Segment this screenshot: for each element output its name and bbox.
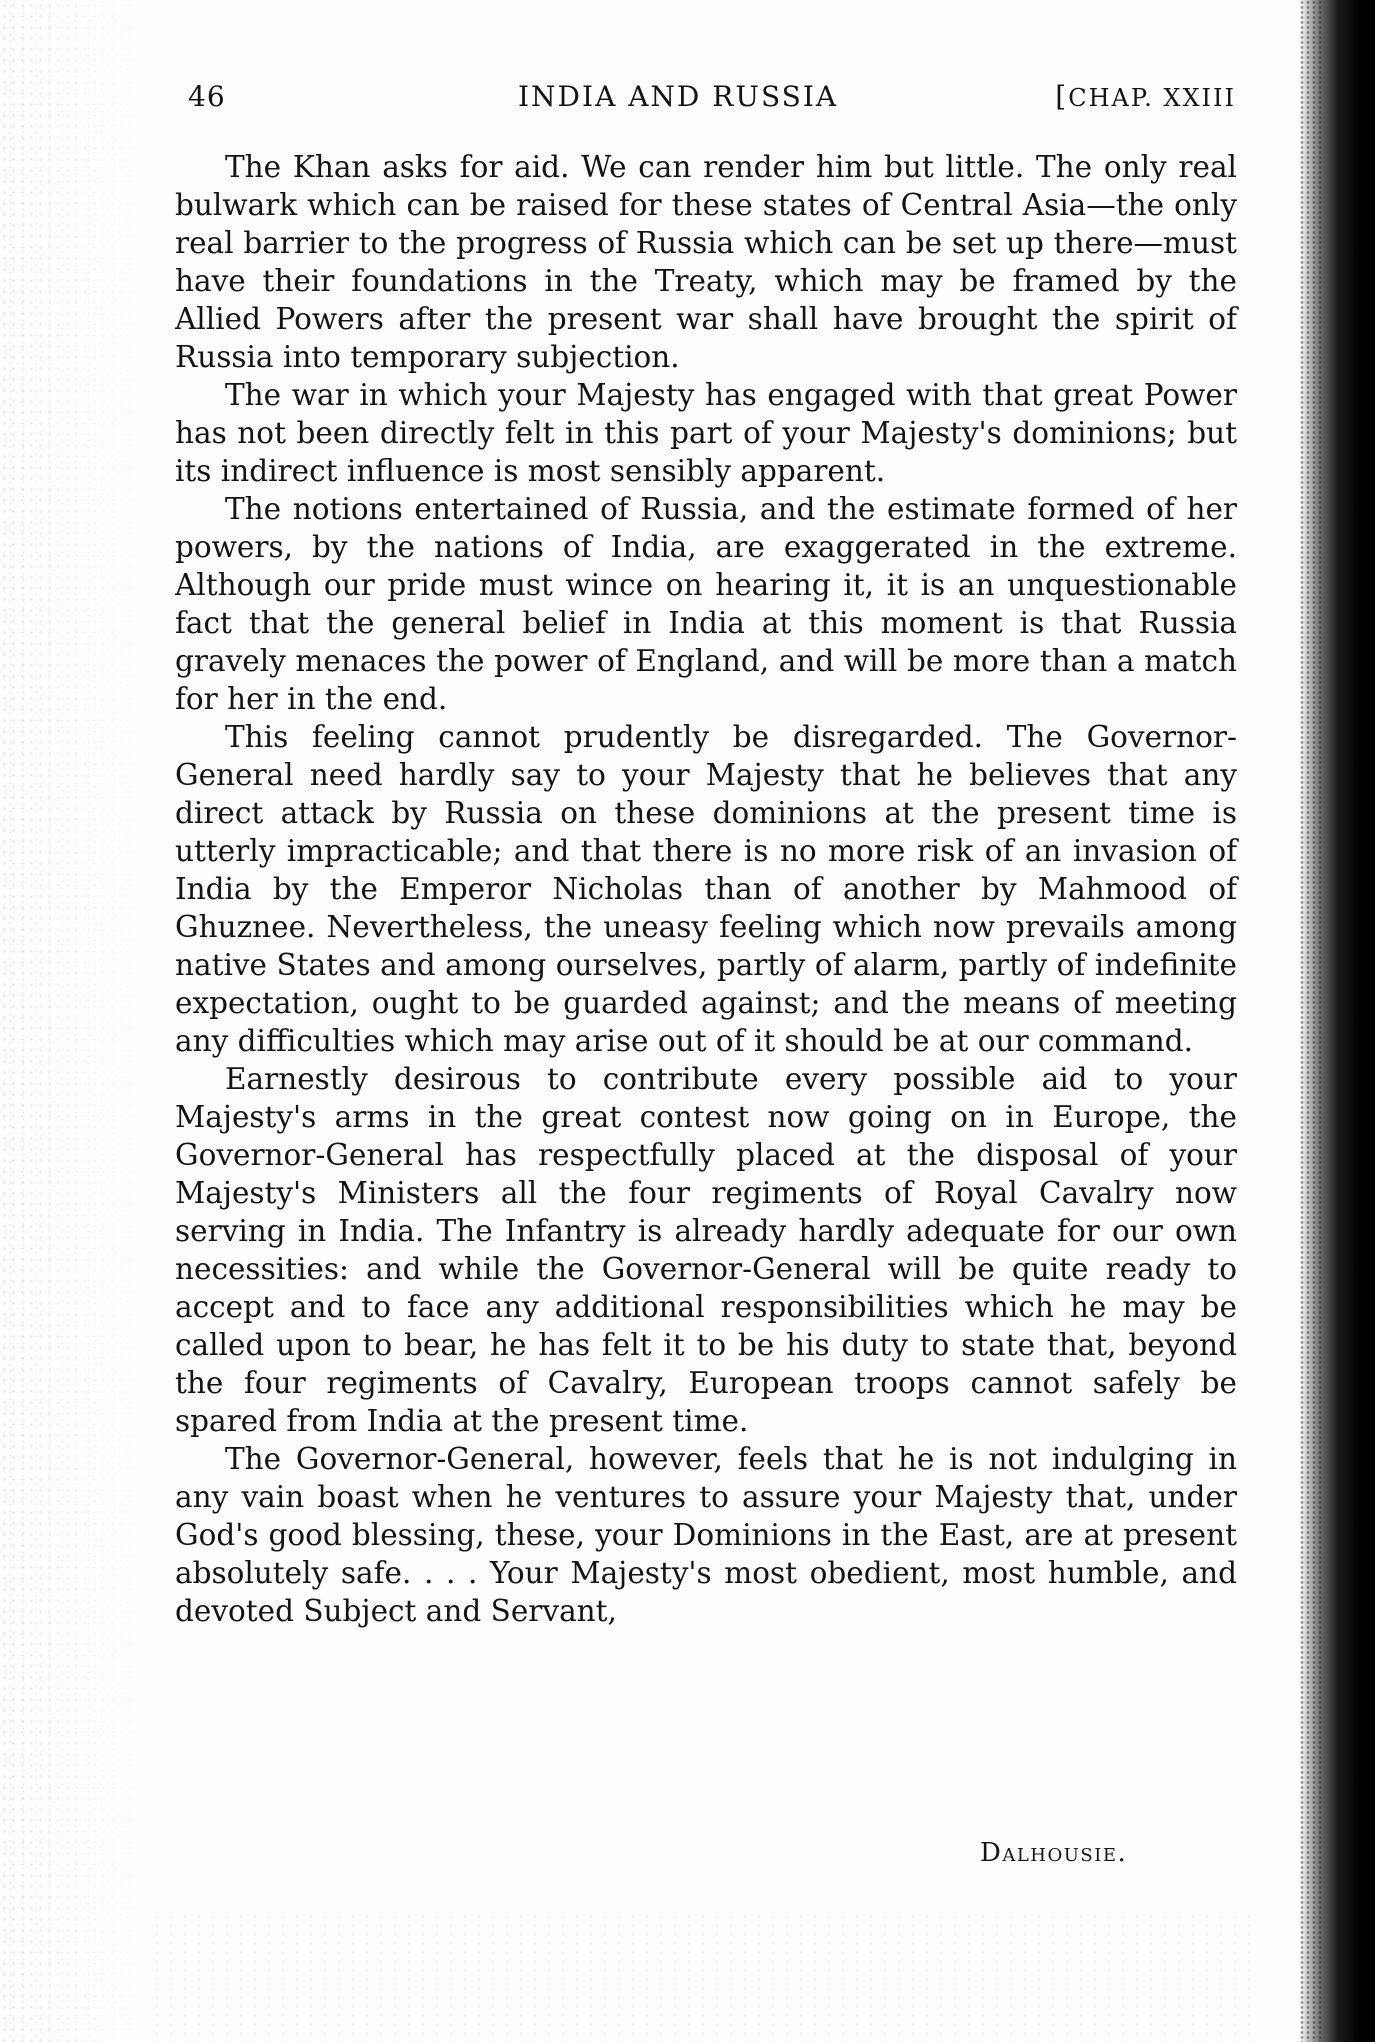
scan-noise-bottom (150, 1912, 1250, 2042)
signature: Dalhousie. (980, 1838, 1128, 1868)
paragraph-6: The Governor-General, however, feels that he is not indulging in any vain boast when he ventures to assure your Majesty that, under God's good blessing, these, your Dominions in the East, are at present absolutely safe. . . . Your Majesty's most obedient, most humble, and devoted Subject and Servant, (175, 1442, 1237, 1628)
body-text (175, 148, 1237, 1630)
chapter-label: CHAP. XXIII (1068, 84, 1236, 112)
paragraph-3: The notions entertained of Russia, and the estimate formed of her powers, by the nations of India, are exaggerated in the extreme. Although our pride must wince on hearing it, it is an unquestionable fact that the general belief in India at this moment is that Russia gravely menaces the power of England, and will be more than a match for her in the end. (175, 492, 1237, 716)
paragraph-5: Earnestly desirous to contribute every possible aid to your Majesty's arms in the great contest now going on in Europe, the Governor-General has respectfully placed at the disposal of your Majesty's Ministers all the four regiments of Royal Cavalry now serving in India. The Infantry is already hardly adequate for our own necessities: and while the Governor-General will be quite ready to accept and to face any additional responsibilities which he may be called upon to bear, he has felt it to be his duty to state that, beyond the four regiments of Cavalry, European troops cannot safely be spared from India at the present time. (175, 1062, 1237, 1438)
page-number: 46 (188, 80, 226, 113)
paragraph-1: The Khan asks for aid. We can render him but little. The only real bulwark which can be raised for these states of Central Asia—the only real barrier to the progress of Russia which can be set up there—must have their foundations in the Treaty, which may be framed by the Allied Powers after the present war shall have brought the spirit of Russia into temporary subjection. (175, 150, 1237, 374)
binding-edge-texture (1299, 0, 1325, 2042)
chapter-reference: [CHAP. XXIII (1055, 80, 1236, 113)
scan-edge-noise-left (0, 0, 150, 2042)
paragraph-2: The war in which your Majesty has engaged with that great Power has not been directly felt in this part of your Majesty's dominions; but its indirect influence is most sensibly apparent. (175, 378, 1237, 488)
running-title: INDIA AND RUSSIA (518, 80, 839, 113)
running-header (188, 80, 1236, 124)
paragraph-4: This feeling cannot prudently be disregarded. The Governor-General need hardly say to your Majesty that he believes that any direct attack by Russia on these dominions at the present time is utterly impracticable; and that there is no more risk of an invasion of India by the Emperor Nicholas than of another by Mahmood of Ghuznee. Nevertheless, the uneasy feeling which now prevails among native States and among ourselves, partly of alarm, partly of indefinite expectation, ought to be guarded against; and the means of meeting any difficulties which may arise out of it should be at our command. (175, 720, 1237, 1058)
